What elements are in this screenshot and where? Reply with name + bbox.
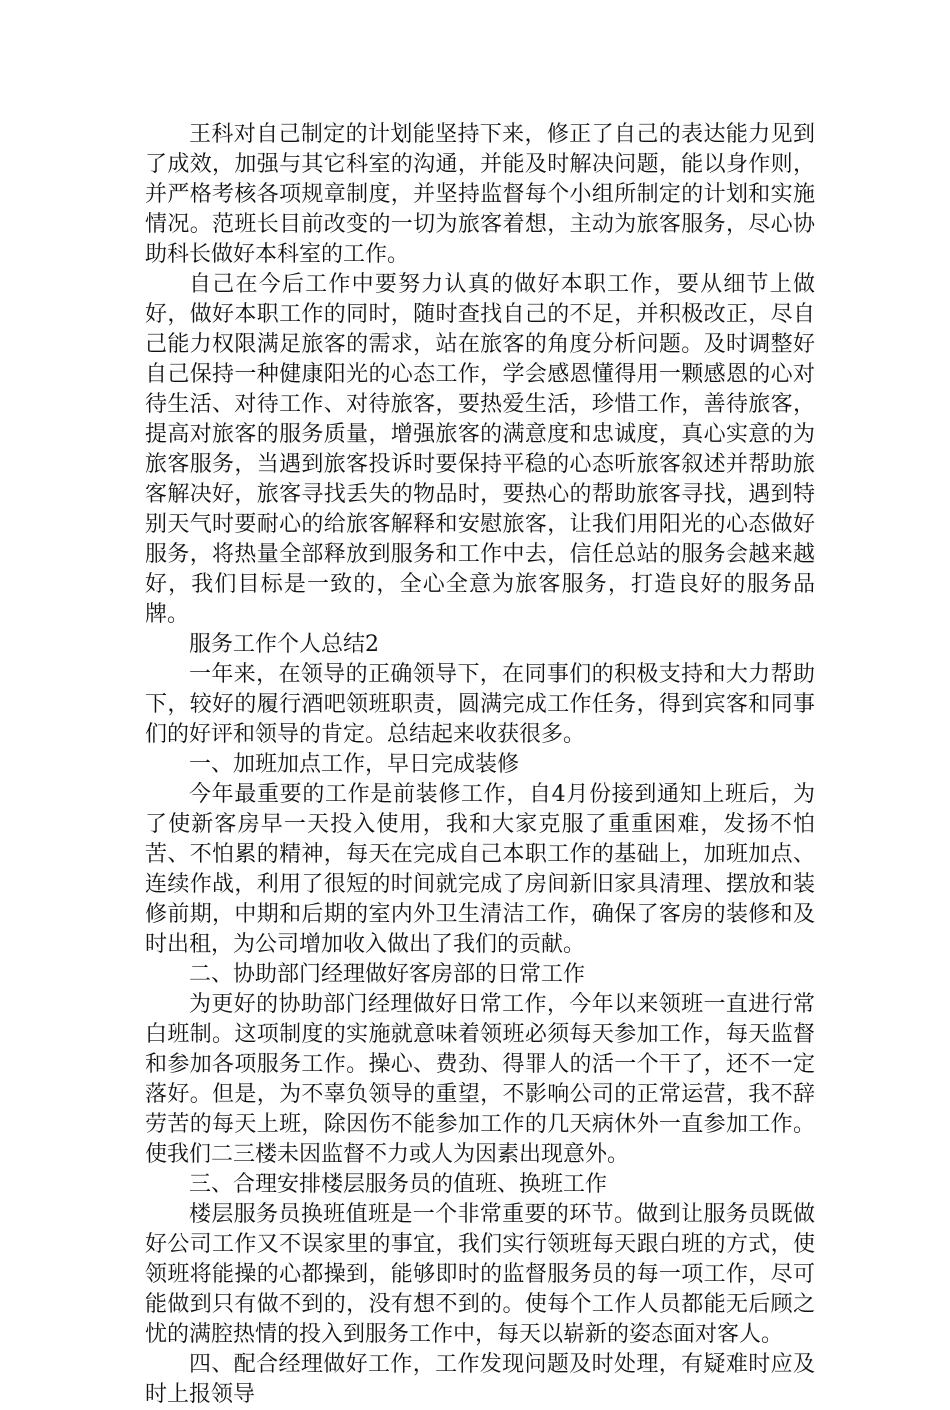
paragraph-6: 楼层服务员换班值班是一个非常重要的环节。做到让服务员既做好公司工作又不误家里的事宜，我们实行领班每天跟白班的方式，使领班将能操的心都操到，能够即时的监督服务员的每一项工作，尽可能做到只有做不到的，没有想不到的。使每个工作人员都能无后顾之忧的满腔热情的投入到服务工作中，每天以崭新的姿态面对客人。 [145,1202,815,1347]
heading-1: 一、加班加点工作，早日完成装修 [189,752,520,777]
heading-4: 四、配合经理做好工作，工作发现问题及时处理，有疑难时应及时上报领导 [145,1352,815,1407]
heading-3: 三、合理安排楼层服务员的值班、换班工作 [189,1172,608,1197]
paragraph-1: 王科对自己制定的计划能坚持下来，修正了自己的表达能力见到了成效，加强与其它科室的沟通，并能及时解决问题，能以身作则，并严格考核各项规章制度，并坚持监督每个小组所制定的计划和实施情况。范班长目前改变的一切为旅客着想，主动为旅客服务，尽心协助科长做好本科室的工作。 [145,122,815,267]
paragraph-3: 一年来，在领导的正确领导下，在同事们的积极支持和大力帮助下，较好的履行酒吧领班职责，圆满完成工作任务，得到宾客和同事们的好评和领导的肯定。总结起来收获很多。 [145,662,815,747]
paragraph-4: 今年最重要的工作是前装修工作，自4月份接到通知上班后，为了使新客房早一天投入使用，我和大家克服了重重困难，发扬不怕苦、不怕累的精神，每天在完成自己本职工作的基础上，加班加点、连续作战，利用了很短的时间就完成了房间新旧家具清理、摆放和装修前期，中期和后期的室内外卫生清洁工作，确保了客房的装修和及时出租，为公司增加收入做出了我们的贡献。 [145,782,815,957]
paragraph-2: 自己在今后工作中要努力认真的做好本职工作，要从细节上做好，做好本职工作的同时，随时查找自己的不足，并积极改正，尽自己能力权限满足旅客的需求，站在旅客的角度分析问题。及时调整好自己保持一种健康阳光的心态工作，学会感恩懂得用一颗感恩的心对待生活、对待工作、对待旅客，要热爱生活，珍惜工作，善待旅客，提高对旅客的服务质量，增强旅客的满意度和忠诚度，真心实意的为旅客服务，当遇到旅客投诉时要保持平稳的心态听旅客叙述并帮助旅客解决好，旅客寻找丢失的物品时，要热心的帮助旅客寻找，遇到特别天气时要耐心的给旅客解释和安慰旅客，让我们用阳光的心态做好服务，将热量全部释放到服务和工作中去，信任总站的服务会越来越好，我们目标是一致的，全心全意为旅客服务，打造良好的服务品牌。 [145,272,815,627]
document-page [145,120,815,1410]
paragraph-5: 为更好的协助部门经理做好日常工作，今年以来领班一直进行常白班制。这项制度的实施就意味着领班必须每天参加工作，每天监督和参加各项服务工作。操心、费劲、得罪人的活一个干了，还不一定落好。但是，为不辜负领导的重望，不影响公司的正常运营，我不辞劳苦的每天上班，除因伤不能参加工作的几天病休外一直参加工作。使我们二三楼未因监督不力或人为因素出现意外。 [145,992,815,1167]
section-title: 服务工作个人总结2 [189,632,379,657]
heading-2: 二、协助部门经理做好客房部的日常工作 [189,962,586,987]
